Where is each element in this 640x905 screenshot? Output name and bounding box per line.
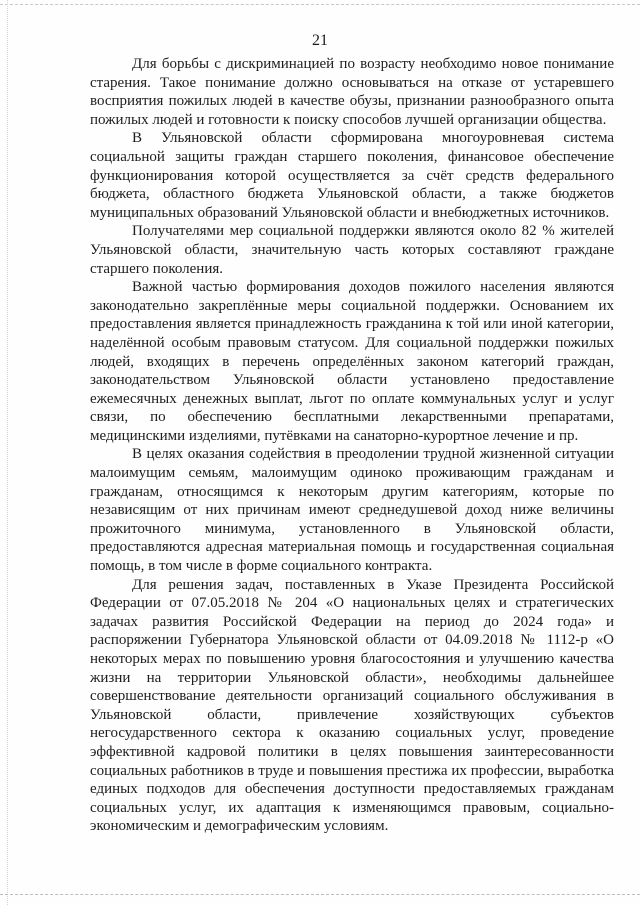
paragraph-support-recipients: Получателями мер социальной поддержки являются около 82 % жителей Ульяновской области, значительную часть которых составляют граждане старшего поколения. bbox=[90, 223, 614, 277]
scan-edge-left bbox=[7, 0, 8, 905]
paragraph-social-protection-system: В Ульяновской области сформирована многоуровневая система социальной защиты граждан старшего поколения, финансовое обеспечение функционирования которой осуществляется за счёт средств федерального бюджета, областного бюджета Ульяновской области, а также бюджетов муниципальных образований Ульяновской области и внебюджетных источников. bbox=[90, 130, 614, 221]
page-number: 21 bbox=[312, 32, 328, 49]
body-text bbox=[90, 55, 614, 836]
scan-edge-bottom bbox=[0, 894, 640, 895]
paragraph-income-support-measures: Важной частью формирования доходов пожилого населения являются законодательно закреплённые меры социальной поддержки. Основанием их предоставления является принадлежность гражданина к той или иной категории, наделённой особым правовым статусом. Для социальной поддержки пожилых людей, входящих в перечень определённых законом категорий граждан, законодательством Ульяновской области установлено предоставление ежемесячных денежных выплат, льгот по оплате коммунальных услуг и услуг связи, по обеспечению бесплатными лекарственными препаратами, медицинскими изделиями, путёвками на санаторно-курортное лечение и пр. bbox=[90, 279, 614, 444]
scan-edge-top bbox=[0, 4, 640, 5]
paragraph-policy-tasks: Для решения задач, поставленных в Указе Президента Российской Федерации от 07.05.2018 № 204 «О национальных целях и стратегических задачах развития Российской Федерации на период до 2024 года» и распоряжении Губернатора Ульяновской области от 04.09.2018 № 1112-р «О некоторых мерах по повышению уровня благосостояния и улучшению качества жизни на территории Ульяновской области», необходимы дальнейшее совершенствование деятельности организаций социального обслуживания в Ульяновской области, привлечение хозяйствующих субъектов негосударственного сектора к оказанию социальных услуг, проведение эффективной кадровой политики в целях повышения заинтересованности социальных работников в труде и повышения престижа их профессии, выработка единых подходов для обеспечения доступности предоставляемых гражданам социальных услуг, их адаптация к изменяющимся правовым, социально-экономическим и демографическим условиям. bbox=[90, 576, 614, 835]
paragraph-ageism: Для борьбы с дискриминацией по возрасту необходимо новое понимание старения. Такое понимание должно основываться на отказе от устаревшего восприятия пожилых людей в качестве обузы, признании разнообразного опыта пожилых людей и готовности к поиску способов лучшей организации общества. bbox=[90, 56, 614, 128]
paragraph-targeted-assistance: В целях оказания содействия в преодолении трудной жизненной ситуации малоимущим семьям, малоимущим одиноко проживающим гражданам и гражданам, относящимся к некоторым другим категориям, которые по независящим от них причинам имеют среднедушевой доход ниже величины прожиточного минимума, установленного в Ульяновской области, предоставляются адресная материальная помощь и государственная социальная помощь, в том числе в форме социального контракта. bbox=[90, 446, 614, 575]
